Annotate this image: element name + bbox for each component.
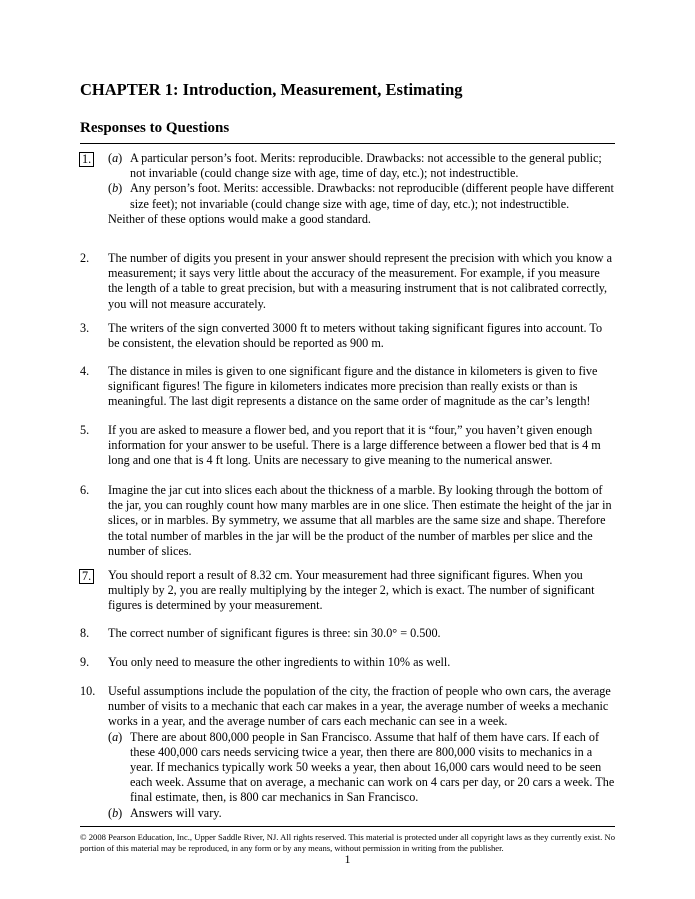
answer-text: If you are asked to measure a flower bed, and you report that it is “four,” you haven’t given enough information for your answer to be useful. There is a large difference between a flower bed that is 4 m long and one that is 4 ft long. Units are necessary to give meaning to the numerical answer. — [108, 423, 601, 468]
chapter-title: CHAPTER 1: Introduction, Measurement, Estimating — [80, 80, 463, 99]
question-9 — [80, 655, 615, 670]
question-number: 10. — [80, 684, 96, 698]
sub-label: (a) — [108, 729, 123, 744]
answer-text: Imagine the jar cut into slices each about the thickness of a marble. By looking through the bottom of the jar, you can roughly count how many marbles are in one slice. Then estimate the height of the jar in slices, or in marbles. By symmetry, we assume that all marbles are the same size and shape. Therefore the total number of marbles in the jar will be the product of the number of marbles per slice and the number of slices. — [108, 483, 612, 558]
question-number: 7. — [79, 569, 94, 584]
question-5 — [80, 423, 615, 469]
sub-label: (b) — [108, 805, 123, 820]
answer-text: The number of digits you present in your answer should represent the precision with which you know a measurement; it says very little about the accuracy of the measurement. For example, if you measure the length of a table to great precision, but with a measuring instrument that is not calibrated correctly, you will not measure accurately. — [108, 251, 612, 311]
question-number: 5. — [80, 423, 90, 437]
section-title: Responses to Questions — [80, 120, 230, 136]
question-7 — [80, 568, 615, 614]
question-3 — [80, 321, 615, 351]
question-6 — [80, 483, 615, 559]
copyright-footer: © 2008 Pearson Education, Inc., Upper Saddle River, NJ. All rights reserved. This material is protected under all copyright laws as they currently exist. No portion of this material may be reproduced, in any form or by any means, without permission in writing from the publisher. — [80, 832, 615, 853]
answer-text: The correct number of significant figures is three: sin 30.0° = 0.500. — [108, 626, 441, 640]
answer-text: The distance in miles is given to one significant figure and the distance in kilometers is given to five significant figures! The figure in kilometers indicates more precision than really exists or than is meaningful. The last digit represents a distance on the same order of magnitude as the car’s length! — [108, 364, 598, 409]
sub-label: (a) — [108, 151, 123, 165]
sub-label: (b) — [108, 181, 123, 196]
sub-answer-text: Any person’s foot. Merits: accessible. Drawbacks: not reproducible (different people have different size feet); not invariable (could change size with age, time of day, etc.); not indestructible. — [130, 181, 614, 211]
question-2 — [80, 251, 615, 312]
sub-answer-b — [108, 181, 615, 211]
answer-text: The writers of the sign converted 3000 ft to meters without taking significant figures into account. To be consistent, the elevation should be reported as 900 m. — [108, 321, 603, 351]
sub-answer-text: A particular person’s foot. Merits: reproducible. Drawbacks: not accessible to the general public; not invariable (could change size with age, time of day, etc.); not indestructible. — [130, 151, 602, 181]
question-number: 3. — [80, 321, 90, 335]
question-number: 6. — [80, 483, 90, 497]
footer-rule — [80, 826, 615, 827]
answer-text: Neither of these options would make a good standard. — [108, 211, 371, 226]
question-4 — [80, 364, 615, 410]
question-8 — [80, 626, 615, 641]
sub-answer-b — [108, 806, 615, 821]
sub-answer-a — [108, 730, 615, 806]
answer-text: You should report a result of 8.32 cm. Your measurement had three significant figures. When you multiply by 2, you are really multiplying by the integer 2, which is exact. The number of significant figures is determined by your measurement. — [108, 568, 595, 613]
answer-text: Useful assumptions include the population of the city, the fraction of people who own cars, the average number of visits to a mechanic that each car makes in a year, the average number of weeks a mechanic works in a year, and the average number of cars each mechanic can see in a week. — [108, 684, 611, 729]
question-1 — [80, 151, 615, 227]
question-number: 1. — [79, 152, 94, 167]
sub-answer-text: Answers will vary. — [130, 805, 222, 820]
page-number: 1 — [344, 852, 351, 866]
question-number: 8. — [80, 626, 90, 640]
header-rule — [80, 143, 615, 144]
sub-answer-text: There are about 800,000 people in San Francisco. Assume that half of them have cars. If each of these 400,000 cars needs servicing twice a year, then there are 800,000 visits to mechanics in a year. If mechanics typically work 50 weeks a year, then about 16,000 cars would need to be seen each week. Assume that on average, a mechanic can work on 4 cars per day, or 20 cars a week. The final estimate, then, is 800 car mechanics in San Francisco. — [130, 729, 615, 805]
question-number: 2. — [80, 251, 90, 265]
sub-answer-a — [108, 151, 615, 181]
question-number: 4. — [80, 364, 90, 378]
answer-text: You only need to measure the other ingredients to within 10% as well. — [108, 655, 451, 669]
question-10 — [80, 684, 615, 821]
question-number: 9. — [80, 655, 90, 669]
